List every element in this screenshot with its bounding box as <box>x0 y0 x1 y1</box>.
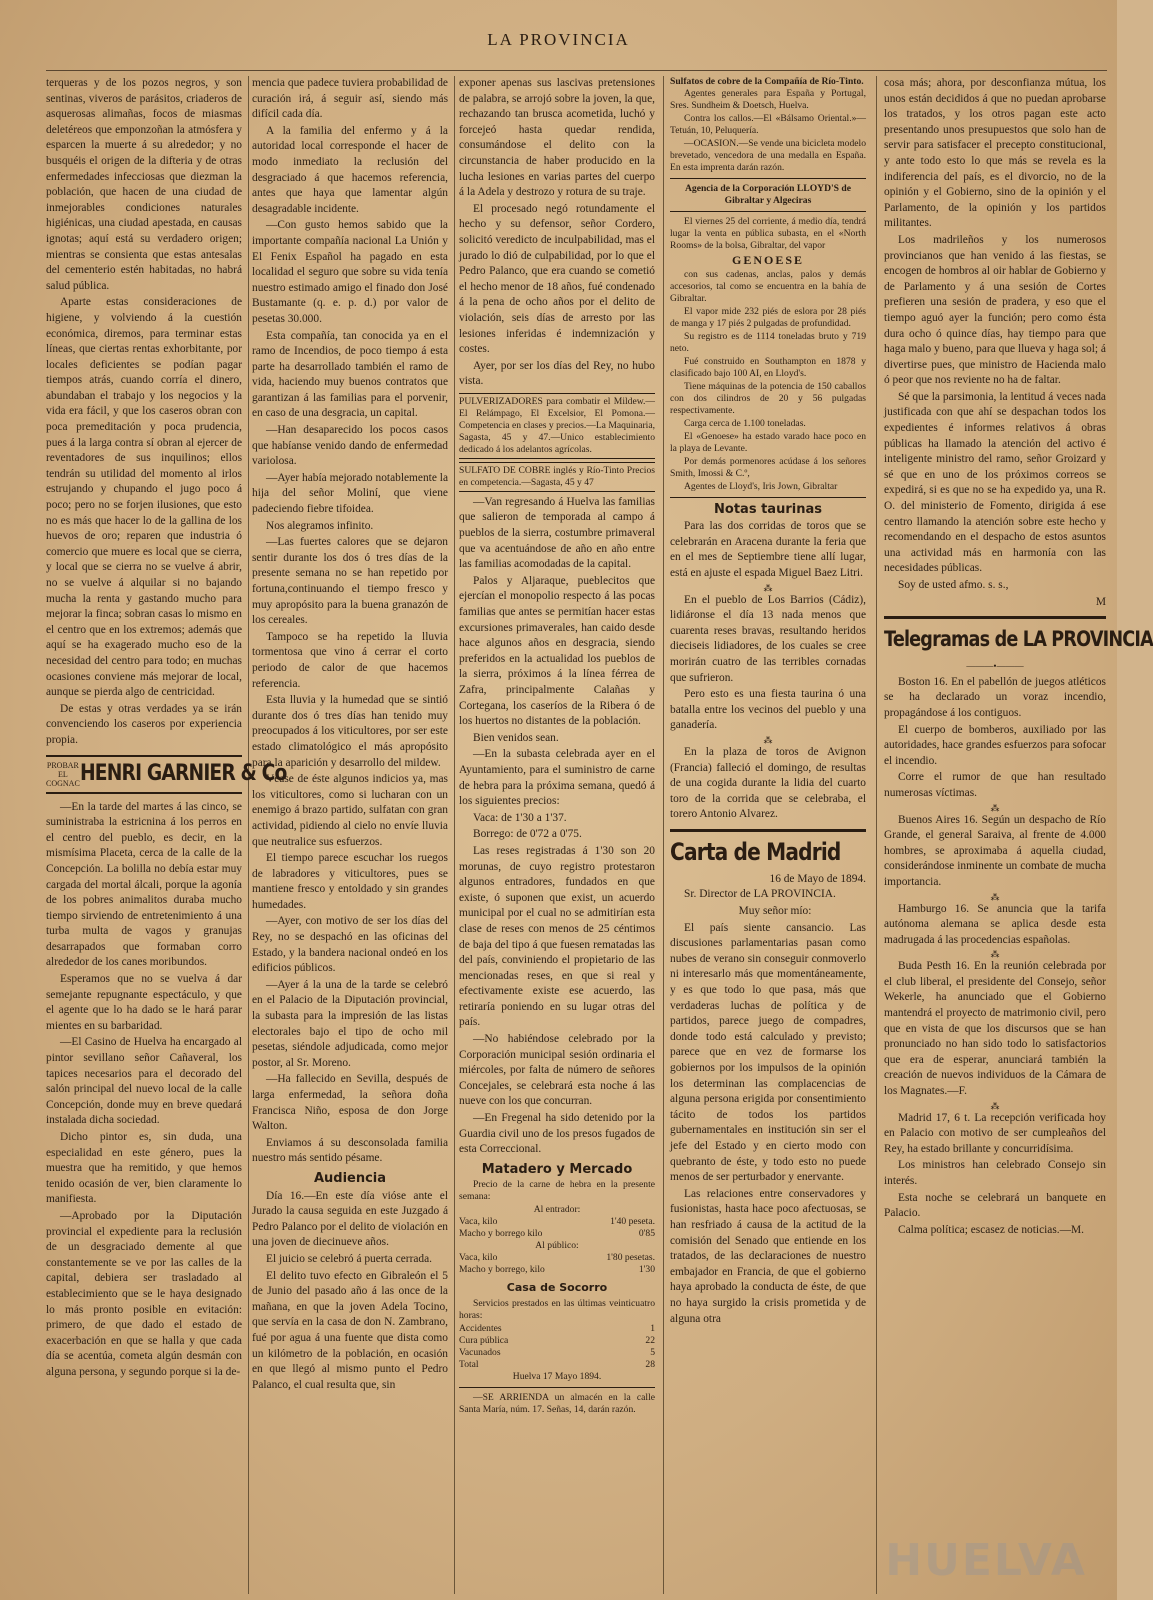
paragraph: —Ayer había mejorado notablemente la hija del señor Moliní, que viene padeciendo fiebre tifoidea. <box>252 471 448 516</box>
paragraph: Soy de usted afmo. s. s., <box>898 579 1009 591</box>
paragraph: cosa más; ahora, por desconfianza mútua, los unos están decididos á que no puedan aprobarse los tratados, y los otros pagan este acto presentando unos presupuestos que solo han de servir para satisfacer el precepto constitucional, y ante todo esto lo que más se revela es la indiferencia del país, es el divorcio, no de la opinión y el Gobierno, sino de la opinión y el Parlamento, de la opinión y los partidos militantes. <box>884 77 1106 230</box>
paragraph: A la familia del enfermo y á la autoridad local corresponde el hacer de modo inmediato la reclusión del desgraciado á que hacemos referencia, antes que haya que lamentar algún desagradable incidente. <box>252 124 448 215</box>
paragraph: Corre el rumor de que han resultado numerosas víctimas. <box>884 771 1106 799</box>
paragraph: El delito tuvo efecto en Gibraleón el 5 de Junio del pasado año á las once de la mañana, en que la joven Adela Tocino, que servía en la casa de don N. Zambrano, fué por agua á una fuente que dista como un kilómetro de la población, en ocasión en que llegó al mismo punto el Pedro Palanco, el cual resulta que, sin <box>252 1269 448 1391</box>
divider <box>670 497 866 498</box>
paragraph: Madrid 17, 6 t. La recepción verificada hoy en Palacio con motivo de ser cumpleaños del Rey, ha estado brillante y concurridísima. <box>884 1111 1106 1155</box>
paragraph: El tiempo parece escuchar los ruegos de labradores y viticultores, pues se mantiene fresco y entoldado y sin grandes humedades. <box>252 852 448 911</box>
divider <box>459 1387 655 1388</box>
price-row: Vaca, kilo 1'40 peseta. <box>459 1216 655 1228</box>
separator-stars: ⁂ <box>990 1100 1000 1111</box>
paragraph: El juicio se celebró á puerta cerrada. <box>266 1252 433 1265</box>
lloyds-text: Carga cerca de 1.100 toneladas. <box>684 417 806 429</box>
socorro-row: Accidentes 1 <box>459 1323 655 1334</box>
paragraph: Boston 16. En el pabellón de juegos atléticos se ha declarado un voraz incendio, propagándose á los contiguos. <box>884 675 1106 719</box>
column-rule <box>663 76 664 1594</box>
paragraph: Las relaciones entre conservadores y fusionistas, hasta hace poco afectuosas, se han resfriado á causa de la actitud de la comisión del Senado que entiende en los tratados, de las declaraciones de nuestro embajador en Francia, de que el gobierno haya aprobado la conducta de éste, de que no haya surgido la crisis prometida y de alguna otra <box>670 1187 866 1325</box>
separator-stars: ⁂ <box>763 734 773 745</box>
paragraph: Esta noche se celebrará un banquete en Palacio. <box>884 1191 1106 1220</box>
separator-stars: ⁂ <box>763 582 773 593</box>
column-1 <box>46 76 287 1596</box>
paragraph: —En la tarde del martes á las cinco, se suministraba la estricnina á los perros en el centro del pueblo, es decir, en la mismísima Placeta, cerca de la calle de la Concepción. La bolilla no debía estar muy cargada del mortal álcali, porque la agonía de los pobres animalitos duraba mucho tiempo sirviendo de entretenimiento á una turba multa de vagos y granujas desarrapados que formaban corro alrededor de los canes moribundos. <box>46 800 242 969</box>
pulverizadores-advertisement: PULVERIZADORES para combatir el Mildew.—El Relámpago, El Excelsior, El Pomona.—Competencia en clases y precios.—La Maquinaria, Sagasta, 45 y 47.—Unico establecimiento dedicado á los adelantos agrícolas. <box>459 393 655 459</box>
column-4 <box>670 76 866 1596</box>
paragraph: —Han desaparecido los pocos casos que habíanse venido dando de enfermedad variolosa. <box>252 424 448 468</box>
paragraph: terqueras y de los pozos negros, y son sentinas, viveros de parásitos, criaderos de asquerosas alimañas, focos de miasmas deletéreos que emponzoñan la atmósfera y esparcen la muerte á su alrededor; y no busquéis el origen de la difteria y de otras enfermedades infecciosas que diezman la población, que hacen de una ciudad de inmejorables condiciones naturales higiénicas, una ciudad apestada, en causas ignotas; aquí está su verdadero origen; mientras se consienta que estas antesalas del cementerio estén habitadas, no habrá salud pública. <box>46 77 242 292</box>
lloyds-text: El vapor mide 232 piés de eslora por 28 piés de manga y 17 piés 2 pulgadas de profundidad. <box>670 305 866 329</box>
divider <box>670 829 866 832</box>
socorro-row: Vacunados 5 <box>459 1347 655 1358</box>
paragraph: Dicho pintor es, sin duda, una especialidad en este género, pues la muestra que ha remitido, y que hemos tenido ocasión de ver, bien claramente lo manifiesta. <box>46 1131 242 1206</box>
paragraph: Sé que la parsimonia, la lentitud á veces nada justificada con que ahí se despachan todos los expedientes é informes relativos á obras públicas ha llamado la atención del activo é inteligente ministro del ramo, señor Groizard y sé que en uno de los próximos correos se expedirá, si es que no se ha expedido ya, una R. O. del ministerio de Fomento, dirigida á ese centro llamando la atención sobre este hecho y recomendando en el despacho de estos asuntos una actividad más en harmonía con las necesidades públicas. <box>884 390 1106 575</box>
carta-salutation: Sr. Director de LA PROVINCIA. <box>684 888 836 901</box>
paragraph: Buda Pesth 16. En la reunión celebrada por el club liberal, el presidente del Consejo, señor Wekerle, ha anunciado que el Gobierno mantendrá el proyecto de matrimonio civil, pero que en vista de que los discursos que se han pronunciado no han sido todo lo satisfactorios que era de esperar, anunciará también la creación de nuevos individuos de la Cámara de los Magnates.—F. <box>884 960 1106 1098</box>
paragraph: —Ayer á la una de la tarde se celebró en el Palacio de la Diputación provincial, la subasta para la impresión de las listas electorales bajo el tipo de ocho mil pesetas, siéndole adjudicada, como mejor postor, al Sr. Moreno. <box>252 978 448 1069</box>
paragraph: Esperamos que no se vuelva á dar semejante repugnante espectáculo, y que el agente que lo ha dado se le hará parar mientes en su barbaridad. <box>46 973 242 1032</box>
column-rule <box>876 76 877 1594</box>
divider <box>670 211 866 212</box>
column-rule <box>248 76 249 1594</box>
column-rule <box>454 76 455 1594</box>
separator-stars: ⁂ <box>990 802 1000 813</box>
paragraph: exponer apenas sus lascivas pretensiones de palabra, se arrojó sobre la joven, la que, rechazando tan brusca acometida, luchó y forcejeó hasta quedar rendida, consumándose el delito con la circunstancia de haber producido en la lucha lesiones en varias partes del cuerpo á la Adela y destrozo y rotura de su traje. <box>459 77 655 199</box>
price-row: Macho y borrego, kilo 1'30 <box>459 1264 655 1276</box>
column-5 <box>884 76 1153 1596</box>
audiencia-heading: Audiencia <box>313 1170 387 1186</box>
paragraph: Para las dos corridas de toros que se celebrarán en Aracena durante la feria que en el mes de Septiembre tiene allí lugar, está en ajuste el espada Miguel Baez Litri. <box>670 520 866 579</box>
divider <box>884 616 1106 619</box>
matadero-heading: Matadero y Mercado <box>481 1161 633 1177</box>
masthead: LA PROVINCIA <box>487 30 630 49</box>
lloyds-text: Tiene máquinas de la potencia de 150 caballos con dos cilindros de 20 y 56 pulgadas respectivamente. <box>670 380 866 416</box>
paragraph: El procesado negó rotundamente el hecho y su defensor, señor Cordero, solicitó veredicto de inculpabilidad, mas el jurado lo dió de culpabilidad, por lo que el Pedro Palanco, que era cuando se cometió el hecho menor de 18 años, fué condenado á la pena de ocho años por el delito de violación, seis días de arresto por las lesiones inferidas é indemnización y costes. <box>459 202 655 356</box>
paragraph: Ayer, por ser los días del Rey, no hubo vista. <box>459 359 655 388</box>
top-rule <box>46 70 1107 71</box>
matadero-intro: Precio de la carne de hebra en la presente semana: <box>459 1179 655 1203</box>
divider <box>670 178 866 179</box>
carta-heading: Carta de Madrid <box>670 837 841 866</box>
lloyds-heading: Agencia de la Corporación LLOYD'S de Gibraltar y Algeciras <box>684 183 852 206</box>
ship-name: GENOESE <box>731 253 805 267</box>
price-group-label: Al entrador: <box>533 1204 581 1216</box>
paragraph: —Ayer, con motivo de ser los días del Rey, no se despachó en las oficinas del Estado, y la bandera nacional ondeó en los edificios públicos. <box>252 915 448 975</box>
paragraph: —Van regresando á Huelva las familias que salieron de temporada al campo á pueblos de la sierra, costumbre primaveral que va acentuándose de año en año entre las familias acomodadas de la capital. <box>459 495 655 571</box>
ocasion-ad: —OCASION.—Se vende una bicicleta modelo brevetado, vencedora de una medalla en España. En esta imprenta darán razón. <box>670 138 866 173</box>
paragraph: Tampoco se ha repetido la lluvia tormentosa que vino á cerrar el corto periodo de calor de que hacemos referencia. <box>252 630 448 690</box>
column-2 <box>252 76 448 1596</box>
paragraph: —No habiéndose celebrado por la Corporación municipal sesión ordinaria el miércoles, por falta de número de señores Concejales, se celebrará esta noche á las nueve con los que concurran. <box>459 1033 655 1108</box>
paragraph: Borrego: de 0'72 a 0'75. <box>473 828 582 841</box>
lloyds-text: Fué construido en Southampton en 1878 y clasificado bajo 100 AI, en Lloyd's. <box>670 355 866 379</box>
paragraph: —Con gusto hemos sabido que la importante compañía nacional La Unión y El Fenix Español ha pagado en esta localidad el seguro que sobre su vida tenía nuestro estimado amigo el finado don José Bustamante (q. e. p. d.) por valor de pesetas 30.000. <box>252 219 448 325</box>
paragraph: Esta compañía, tan conocida ya en el ramo de Incendios, de poco tiempo á esta parte ha desarrollado también el ramo de vida, haciendo muy buenos contratos que garantizan á las familias para el porvenir, en caso de una desgracia, un capital. <box>252 329 448 420</box>
dateline: Huelva 17 Mayo 1894. <box>512 1371 602 1382</box>
lloyds-text: con sus cadenas, anclas, palos y demás accesorios, tal como se encuentra en la bahía de Gibraltar. <box>670 268 866 304</box>
paragraph: —Aprobado por la Diputación provincial el expediente para la reclusión de un desgraciado demente al que constantemente se ve por las calles de la capital, debiera ser trasladado al establecimiento que se le haya designado lo más pronto posible en evitación: primero, de que dado el estado de exacerbación en que se halla y que cada día se acentúa, cometa algún desmán con alguna persona, y segundo porque si la de- <box>46 1209 242 1378</box>
paragraph: En el pueblo de Los Barrios (Cádiz), lidiáronse el día 13 nada menos que cuarenta reses bravas, resultando heridos dieciseis lidiadores, de los cuales se cree morirán cuatro de las terribles cornadas que sufrieron. <box>670 593 866 684</box>
callos-ad: Contra los callos.—El «Bálsamo Oriental.»—Tetuán, 10, Peluquería. <box>670 113 866 136</box>
ornament: ———•——— <box>966 661 1024 672</box>
paragraph: Buenos Aires 16. Según un despacho de Río Grande, el general Saraiva, al frente de 4.000 hombres, se aproximaba á aquella ciudad, considerándose inminente un combate de mucha importancia. <box>884 813 1106 888</box>
paragraph: Las reses registradas á 1'30 son 20 morunas, de cuyo registro protestaron algunos entradores, fundados en que existe, ó suponen que exist, un acuerdo municipal por el cual no se admitirían esta clase de reses con menos de 25 céntimos de baja del tipo á que fuesen rematadas las del país, conviniendo el propietario de las mencionadas reses, en que si real y efectivamente existe ese acuerdo, las retiraría poniendo en su lugar otras del país. <box>459 844 655 1029</box>
paragraph: Los ministros han celebrado Consejo sin interés. <box>884 1159 1106 1187</box>
socorro-total: Total 28 <box>459 1359 655 1370</box>
price-row: Macho y borrego kilo 0'85 <box>459 1228 655 1240</box>
ad-small-text: PROBAR EL COGNAC <box>46 760 80 788</box>
paragraph: mencia que padece tuviera probabilidad de curación irá, á seguir así, siendo más difícil cada día. <box>252 77 448 121</box>
paragraph: —Ha fallecido en Sevilla, después de larga enfermedad, la señora doña Francisca Niño, esposa de don Jorge Walton. <box>252 1073 448 1133</box>
paragraph: El cuerpo de bomberos, auxiliado por las autoridades, hace grandes esfuerzos para sofocar el incendio. <box>884 723 1107 767</box>
signature: M <box>1095 595 1106 608</box>
lloyds-text: Agentes de Lloyd's, Iris Jown, Gibraltar <box>684 480 838 492</box>
paragraph: Los madrileños y los numerosos provincianos que han venido á las fiestas, se encogen de hombros al oir hablar de Gobierno y de Parlamento y á una sesión de Cortes prefieren una sesión de pradera, y eso que el tiempo aguó ayer la función; pero como ésta dura ocho ó quince días, hay tiempo para que haga malo y bueno, para que llueva y haga sol; á divertirse pues, que ministro de Hacienda malo ó peor que nos reviente no ha de faltar. <box>884 233 1106 387</box>
ad-brand: HENRI GARNIER & Co <box>79 761 287 787</box>
paragraph: En la plaza de toros de Avignon (Francia) falleció el domingo, de resultas de una cogida durante la lidia del cuarto toro de la corrida que se celebraba, el torero Antonio Alvarez. <box>670 745 866 821</box>
paragraph: —En Fregenal ha sido detenido por la Guardia civil uno de los presos fugados de esta Correccional. <box>459 1112 655 1156</box>
paragraph: De estas y otras verdades ya se irán convenciendo los caseros por experiencia propia. <box>46 702 242 746</box>
paragraph: Calma política; escasez de noticias.—M. <box>898 1223 1084 1236</box>
lloyds-text: El viernes 25 del corriente, á medio día, tendrá lugar la venta en pública subasta, en el «North Rooms» de la bolsa, Gibraltar, del vapor <box>670 216 866 251</box>
price-row: Vaca, kilo 1'80 pesetas. <box>459 1252 655 1264</box>
paragraph: Palos y Aljaraque, pueblecitos que ejercían el monopolio respecto á las pocas familias que antes se permitían hacer estas excursiones primaverales, han caido desde hace algunos años en desgracia, siendo preferidos en la actualidad los pueblos de la sierra, próximos á la línea férrea de Zafra, principalmente Calañas y Cortegana, los caseríos de la Ribera ó de los huertos no distantes de la población. <box>459 574 655 728</box>
lloyds-text: Su registro es de 1114 toneladas bruto y 719 neto. <box>670 330 866 354</box>
carta-date: 16 de Mayo de 1894. <box>769 872 866 885</box>
paragraph: Día 16.—En este día vióse ante el Jurado la causa seguida en este Juzgado á Pedro Palanco por el delito de violación en una joven de diecinueve años. <box>252 1189 448 1249</box>
paragraph: El país siente cansancio. Las discusiones parlamentarias pasan como nubes de verano sin conseguir conmoverlo ni interesarlo más que momentáneamente, y es que todo lo que pasa, más que verdaderas luchas de política y de partidos, parece juego de compadres, donde todo está calculado y previsto; parece que en vez de formarse los gobiernos por los impulsos de la opinión los determinan las complacencias de alguna persona erigida por consentimiento tácito de todos los partidos gubernamentales en institución sin ser el jefe del Estado y en cierto modo con quebranto de éste, y todo esto no puede menos de ser perturbador y enervante. <box>670 921 866 1184</box>
separator-stars: ⁂ <box>990 891 1000 902</box>
paragraph: Véase de éste algunos indicios ya, mas los viticultores, como si lucharan con un enemigo á brazo partido, sulfatan con gran actividad, pidiendo al cielo no envíe lluvia que neutralice sus esfuerzos. <box>252 773 448 848</box>
paragraph: Aparte estas consideraciones de higiene, y volviendo á la cuestión económica, diremos, para terminar estas líneas, que ciertas rentas exhorbitante, por locales deficientes se podían pagar tiempos atrás, cuando corría el dinero, abundaban el trabajo y los negocios y la vida era fácil, y que los caseros obran con poca premeditación y poca prudencia, pues á la larga contra sí obran al ejercer de reventadores de sus inquilinos; ellos tendrán su utilidad del momento al irlos estrujando y chupando el jugo poco á poco; pero no se forjen ilusiones, que esto no es más que hacer lo de la gallina de los huevos de oro; reparen que industria ó comercio que muere es local que se cierra, y local que se cierra no se vuelve á abrir, no se vuelve á alquilar si no bajando mucha la renta y gastando mucho para mejorar la finca; sobran casas lo mismo en el centro que en los extremos; además que aquí se ha exagerado mucho eso de la necesidad del centro para todo; en muchas ocasiones conviene más mejorar de local, aunque se pierda algo de centricidad. <box>46 296 242 699</box>
archive-watermark: HUELVA <box>885 1535 1087 1586</box>
price-group-label: Al público: <box>535 1240 579 1252</box>
arriendo-notice: —SE ARRIENDA un almacén en la calle Santa María, núm. 17. Señas, 14, darán razón. <box>459 1392 655 1415</box>
cognac-advertisement <box>46 755 287 794</box>
paragraph: —Las fuertes calores que se dejaron sentir durante los dos ó tres días de la presente semana no se han repetido por fortuna,continuando el tiempo fresco y muy apropósito para la buena granazón de los cereales. <box>252 536 448 627</box>
paragraph: Nos alegramos infinito. <box>266 519 374 532</box>
lloyds-text: El «Genoese» ha estado varado hace poco en la playa de Levante. <box>670 430 866 454</box>
sulfatos-ad-body: Agentes generales para España y Portugal, Sres. Sundheim & Doetsch, Huelva. <box>670 88 866 111</box>
taurinas-heading: Notas taurinas <box>714 501 822 517</box>
paragraph: Enviamos á su desconsolada familia nuestro más sentido pésame. <box>252 1136 448 1165</box>
separator-stars: ⁂ <box>990 949 1000 960</box>
paragraph: Bien venidos sean. <box>473 731 559 744</box>
paragraph: —En la subasta celebrada ayer en el Ayuntamiento, para el suministro de carne de hebra para la próxima semana, quedó á los siguientes precios: <box>459 748 655 808</box>
lloyds-text: Por demás pormenores acúdase á los señores Smith, Imossi & C.º, <box>670 455 866 479</box>
sulfato-advertisement: SULFATO DE COBRE inglés y Río-Tinto Precios en competencia.—Sagasta, 45 y 47 <box>459 462 655 492</box>
paragraph: Hamburgo 16. Se anuncia que la tarifa autónoma alemana se aplica desde esta madrugada á las procedencias españolas. <box>884 902 1106 946</box>
socorro-intro: Servicios prestados en las últimas veinticuatro horas: <box>459 1298 655 1321</box>
paragraph: —El Casino de Huelva ha encargado al pintor sevillano señor Cañaveral, los tapices necesarios para el decorado del salón principal del nuevo local de la calle Concepción, donde muy en breve quedará instalada dicha sociedad. <box>46 1036 242 1127</box>
socorro-row: Cura pública 22 <box>459 1335 655 1346</box>
socorro-heading: Casa de Socorro <box>506 1281 608 1295</box>
paragraph: Vaca: de 1'30 a 1'37. <box>473 811 567 824</box>
paragraph: Esta lluvia y la humedad que se sintió durante dos ó tres días han tenido muy preocupados á los viticultores, por ser este estado climatológico el más apropósito para la aparición y desarrollo del mildew. <box>252 694 448 769</box>
sulfatos-ad-title: Sulfatos de cobre de la Compañía de Río-Tinto. <box>670 76 864 87</box>
column-3 <box>459 76 655 1596</box>
paragraph: Pero esto es una fiesta taurina ó una batalla entre los vecinos del pueblo y una ganadería. <box>670 688 866 732</box>
carta-salutation: Muy señor mío: <box>738 905 812 918</box>
telegramas-heading: Telegramas de LA PROVINCIA <box>884 627 1153 652</box>
